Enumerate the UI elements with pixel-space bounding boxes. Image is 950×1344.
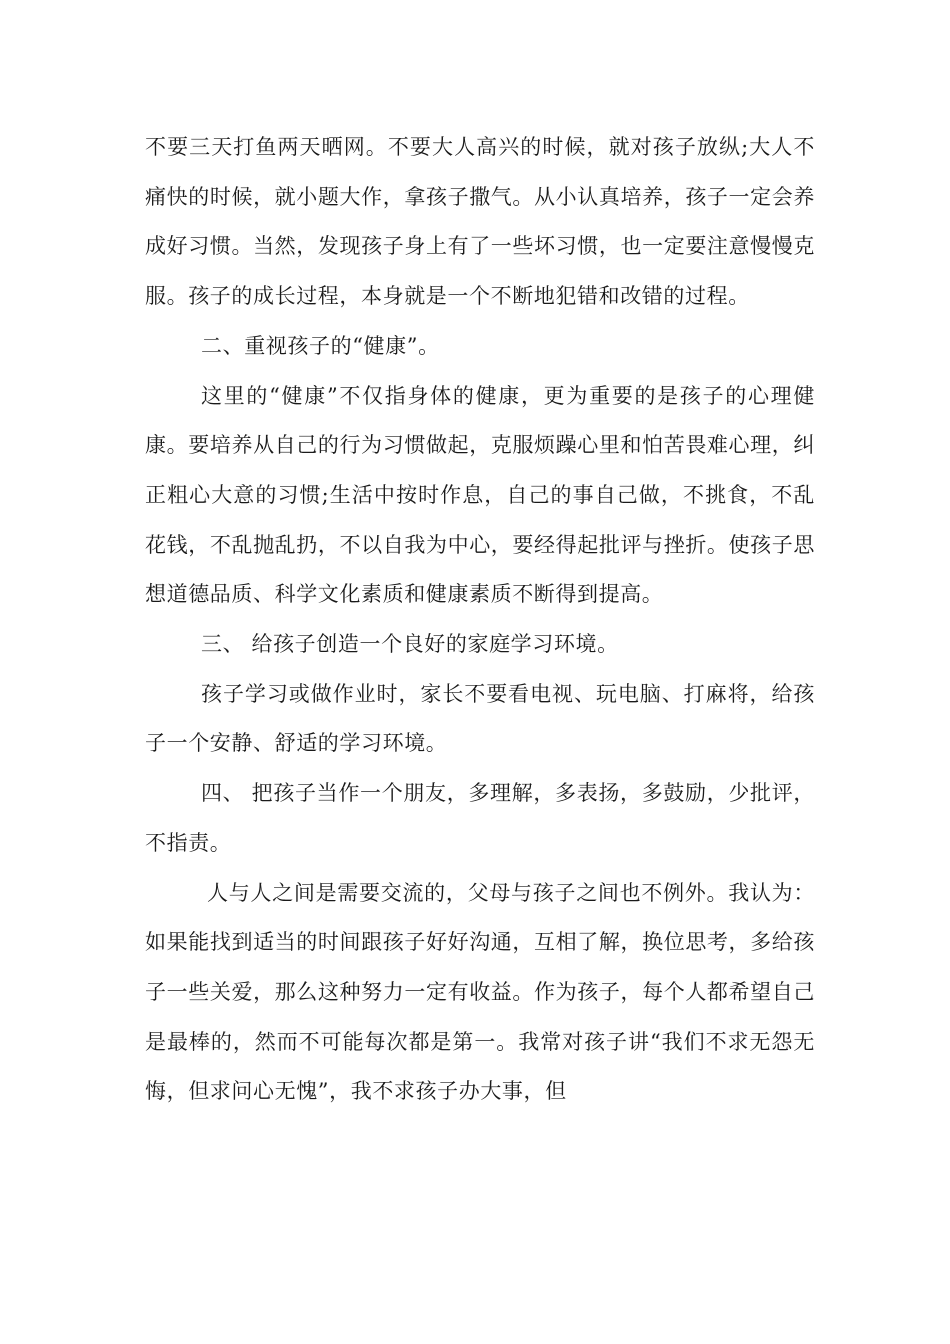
section-heading-health: 二、重视孩子的“健康”。 (201, 333, 440, 358)
paragraph-continuation: 不要三天打鱼两天晒网。不要大人高兴的时候，就对孩子放纵;大人不痛快的时候，就小题大作，拿孩子撒气。从小认真培养，孩子一定会养成好习惯。当然，发现孩子身上有了一些坏习惯，也一定要注意慢慢克服。孩子的成长过程，本身就是一个不断地犯错和改错的过程。 (145, 135, 815, 309)
paragraph-environment: 孩子学习或做作业时，家长不要看电视、玩电脑、打麻将，给孩子一个安静、舒适的学习环境。 (145, 681, 815, 756)
section-heading-environment: 三、 给孩子创造一个良好的家庭学习环境。 (201, 632, 619, 657)
document-body (145, 123, 815, 1117)
section-heading-friend: 四、 把孩子当作一个朋友，多理解，多表扬，多鼓励，少批评，不指责。 (145, 781, 815, 855)
paragraph-health: 这里的“健康”不仅指身体的健康，更为重要的是孩子的心理健康。要培养从自己的行为习惯做起，克服烦躁心里和怕苦畏难心理，纠正粗心大意的习惯;生活中按时作息，自己的事自己做，不挑食，不乱花钱，不乱抛乱扔，不以自我为中心，要经得起批评与挫折。使孩子思想道德品质、科学文化素质和健康素质不断得到提高。 (145, 383, 815, 607)
paragraph-communication: 人与人之间是需要交流的，父母与孩子之间也不例外。我认为：如果能找到适当的时间跟孩子好好沟通，互相了解，换位思考，多给孩子一些关爱，那么这种努力一定有收益。作为孩子，每个人都希望自己是最棒的，然而不可能每次都是第一。我常对孩子讲“我们不求无怨无悔，但求问心无愧”，我不求孩子办大事，但 (145, 880, 815, 1104)
